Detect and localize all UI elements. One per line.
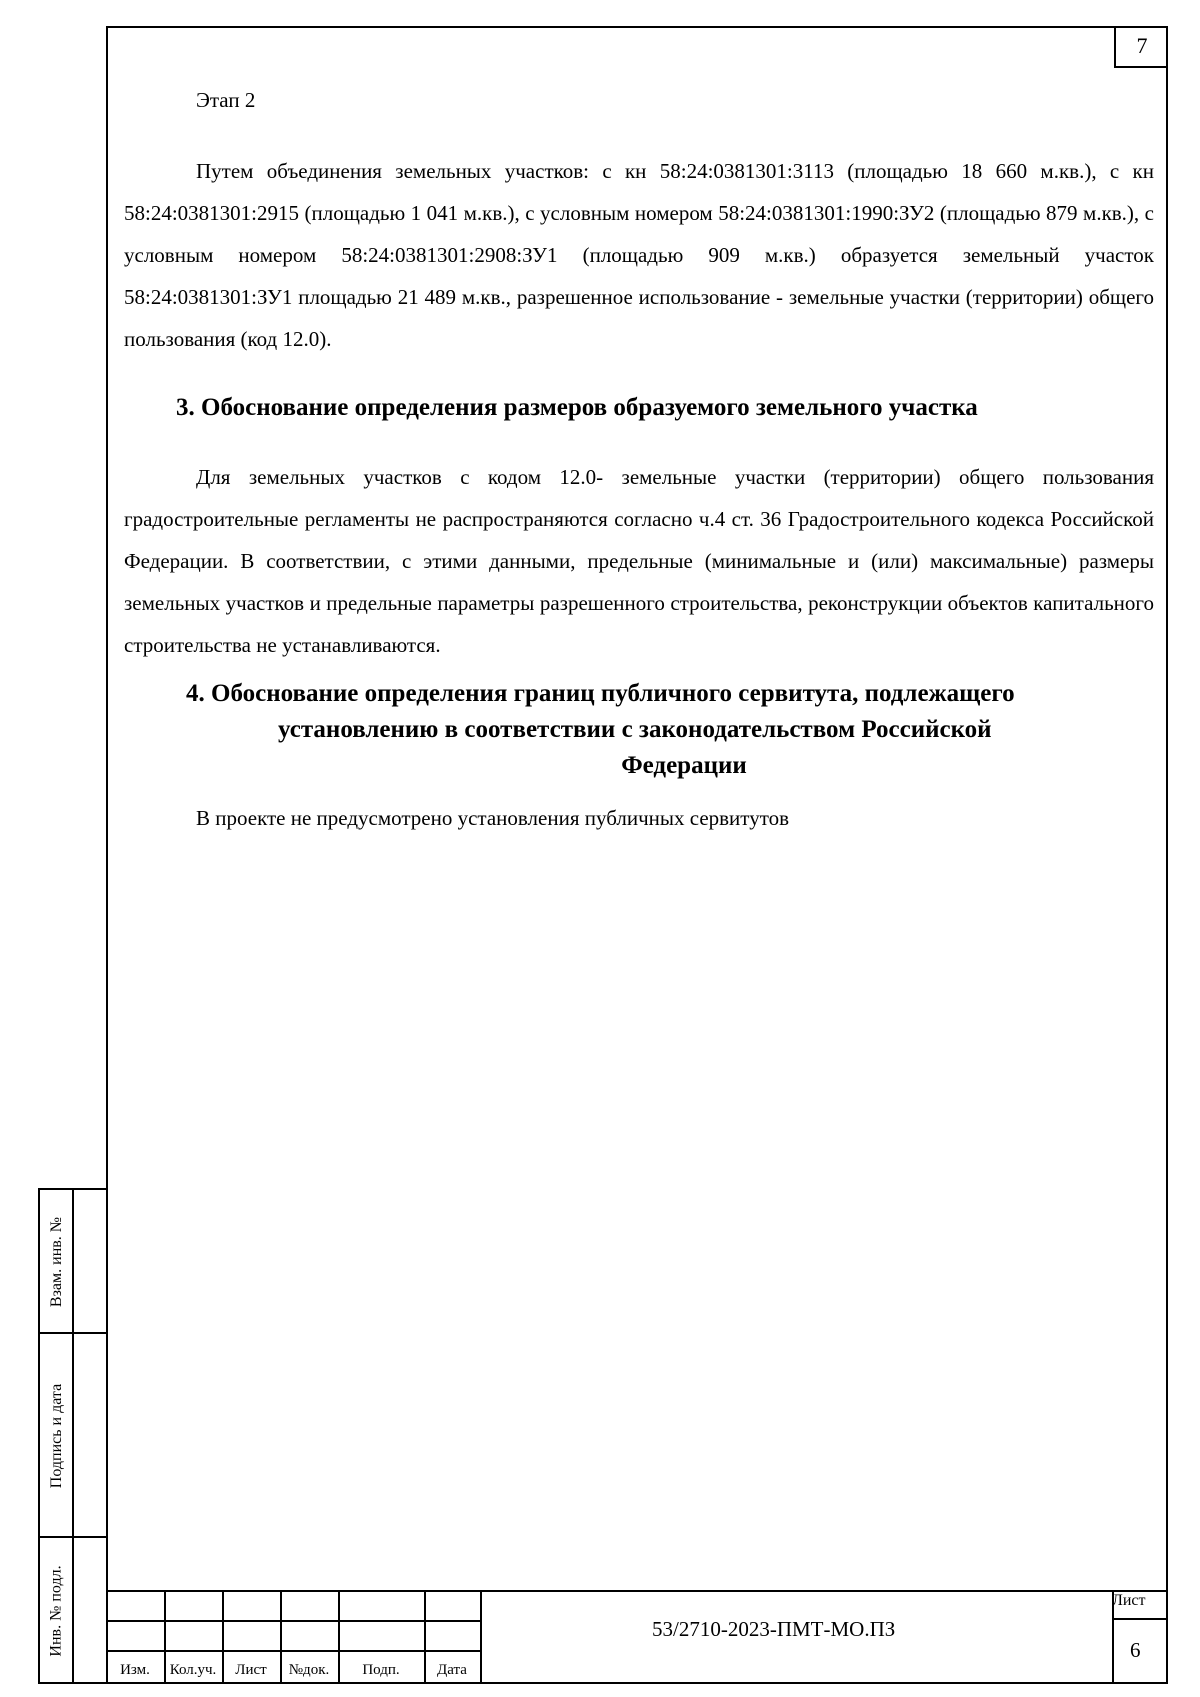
sheet-label: Лист bbox=[1112, 1592, 1146, 1609]
title-block-sheet-line bbox=[1112, 1618, 1168, 1620]
sheet-number: 6 bbox=[1130, 1638, 1141, 1662]
section-4-heading bbox=[186, 676, 1146, 784]
col-list: Лист bbox=[235, 1662, 267, 1678]
title-block-col-line bbox=[480, 1590, 482, 1684]
stage-title: Этап 2 bbox=[196, 88, 256, 112]
col-ndok: №док. bbox=[288, 1662, 330, 1678]
title-block-top-line bbox=[106, 1590, 1168, 1592]
paragraph-merge: Путем объединения земельных участков: с кн 58:24:0381301:3113 (площадью 18 660 м.кв.), с кн 58:24:0381301:2915 (площадью 1 041 м.кв.), с условным номером 58:24:0381301:1990:ЗУ2 (площадью 879 м.кв.), с условным номером 58:24:0381301:2908:ЗУ1 (площадью 909 м.кв.) образуется земельный участок 58:24:0381301:ЗУ1 площадью 21 489 м.кв., разрешенное использование - земельные участки (территории) общего пользования (код 12.0). bbox=[124, 159, 1154, 351]
section-4-text: В проекте не предусмотрено установления публичных сервитутов bbox=[196, 806, 790, 830]
page-number: 7 bbox=[1114, 26, 1168, 68]
col-data: Дата bbox=[437, 1662, 467, 1678]
section-4-heading-line1: 4. Обоснование определения границ публичного сервитута, подлежащего bbox=[186, 680, 1015, 707]
section-3-text: Для земельных участков с кодом 12.0- земельные участки (территории) общего пользования градостроительные регламенты не распространяются согласно ч.4 ст. 36 Градостроительного кодекса Российской Федерации. В соответствии, с этими данными, предельные (минимальные и (или) максимальные) размеры земельных участков и предельные параметры разрешенного строительства, реконструкции объектов капитального строительства не устанавливаются. bbox=[124, 465, 1154, 657]
section-3-heading: 3. Обоснование определения размеров образуемого земельного участка bbox=[176, 394, 978, 421]
document-code: 53/2710-2023-ПМТ-МО.ПЗ bbox=[652, 1617, 896, 1641]
side-stamp bbox=[38, 1188, 106, 1684]
section-4-heading-line2: установлению в соответствии с законодательством Российской bbox=[278, 716, 992, 743]
section-4-heading-line3: Федерации bbox=[621, 752, 747, 779]
title-block bbox=[106, 1590, 1168, 1684]
side-label-inv: Инв. № подл. bbox=[48, 1565, 66, 1657]
side-label-vzam: Взам. инв. № bbox=[48, 1216, 66, 1308]
col-kol-uch: Кол.уч. bbox=[169, 1662, 217, 1678]
col-izm: Изм. bbox=[120, 1662, 150, 1678]
side-label-podpis: Подпись и дата bbox=[48, 1383, 65, 1489]
col-podp: Подп. bbox=[362, 1662, 400, 1678]
